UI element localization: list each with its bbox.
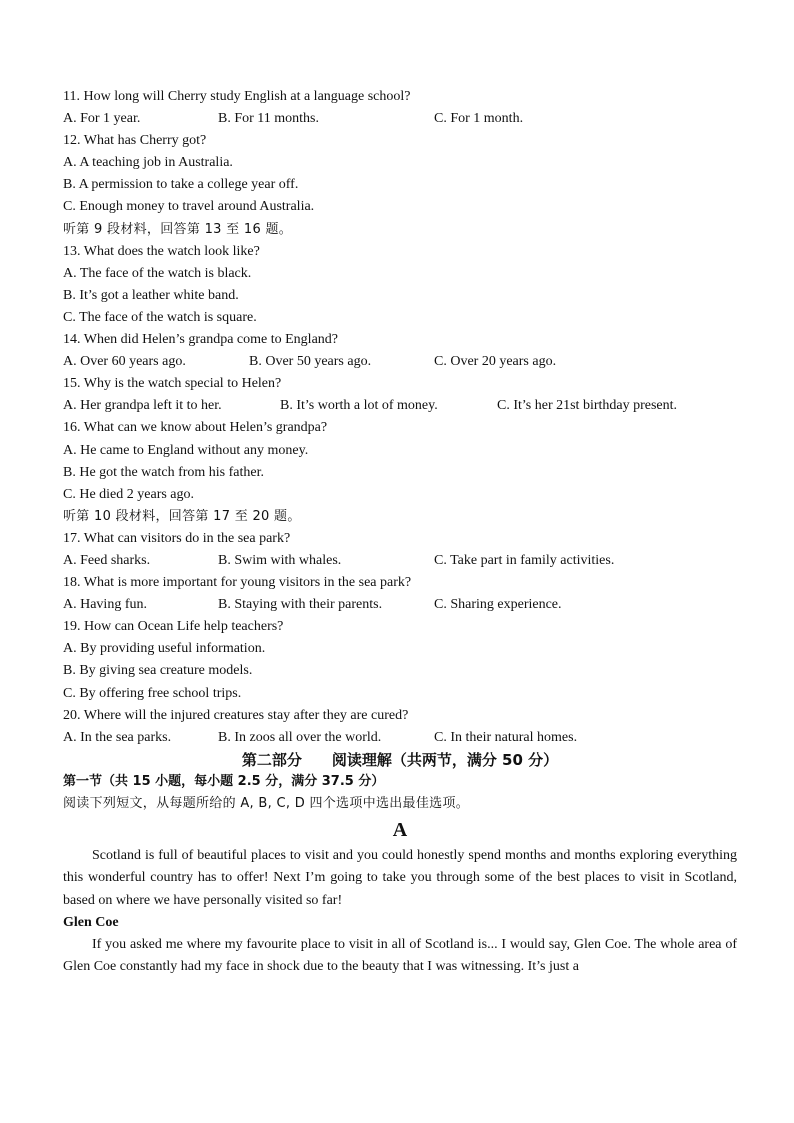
answer-option: A. A teaching job in Australia. (63, 155, 233, 171)
question-stem: 16. What can we know about Helen’s grandpa? (63, 420, 328, 436)
answer-option: A. Feed sharks. (63, 552, 151, 568)
exam-page (63, 86, 737, 979)
answer-option: C. It’s her 21st birthday present. (497, 398, 678, 414)
question-stem: 11. How long will Cherry study English at a language school? (63, 89, 411, 104)
section-instruction: 听第 9 段材料，回答第 13 至 16 题。 (63, 221, 293, 237)
listening-questions (63, 86, 737, 749)
answer-option: C. In their natural homes. (434, 729, 578, 745)
answer-options-row (63, 351, 737, 373)
answer-option: B. Staying with their parents. (218, 597, 383, 613)
answer-option: C. The face of the watch is square. (63, 309, 257, 325)
answer-option: B. In zoos all over the world. (218, 729, 382, 745)
answer-option: A. Her grandpa left it to her. (63, 398, 222, 414)
answer-option: C. He died 2 years ago. (63, 486, 195, 502)
answer-options-row (63, 395, 737, 417)
answer-option: B. Over 50 years ago. (249, 354, 372, 370)
reading-instruction: 阅读下列短文，从每题所给的 A, B, C, D 四个选项中选出最佳选项。 (63, 795, 470, 811)
answer-option: B. For 11 months. (218, 111, 319, 127)
answer-option: C. Sharing experience. (434, 597, 562, 613)
answer-option: C. For 1 month. (434, 111, 524, 127)
answer-option: C. Over 20 years ago. (434, 354, 557, 370)
question-stem: 20. Where will the injured creatures stay after they are cured? (63, 707, 409, 723)
part-two-title: 第二部分 阅读理解（共两节，满分 50 分） (241, 750, 559, 769)
answer-options-row (63, 594, 737, 616)
answer-options-row (63, 727, 737, 749)
answer-option: B. By giving sea creature models. (63, 663, 253, 679)
question-stem: 12. What has Cherry got? (63, 133, 207, 149)
section-one-title: 第一节（共 15 小题，每小题 2.5 分，满分 37.5 分） (63, 773, 385, 789)
passage-paragraph-2: If you asked me where my favourite place to visit in all of Scotland is... I would say, Glen Coe. The whole area of Glen Coe constantly had my face in shock due to the beauty that I was witnessing. It’s just a (63, 936, 737, 975)
answer-option: B. He got the watch from his father. (63, 464, 265, 480)
answer-option: C. By offering free school trips. (63, 685, 242, 701)
answer-option: A. Having fun. (63, 597, 147, 613)
answer-options-row (63, 108, 737, 130)
question-stem: 13. What does the watch look like? (63, 243, 260, 259)
answer-option: B. Swim with whales. (218, 552, 342, 568)
question-stem: 17. What can visitors do in the sea park? (63, 530, 291, 546)
passage-heading-glen-coe: Glen Coe (63, 914, 119, 930)
answer-options-row (63, 550, 737, 572)
question-stem: 15. Why is the watch special to Helen? (63, 376, 282, 392)
passage-paragraph-1: Scotland is full of beautiful places to visit and you could honestly spend months and months exploring everything this wonderful country has to offer! Next I’m going to take you through some of the best places to visit in Scotland, based on where we have personally visited so far! (63, 848, 737, 908)
answer-option: A. The face of the watch is black. (63, 265, 252, 281)
question-stem: 19. How can Ocean Life help teachers? (63, 619, 284, 635)
answer-option: A. He came to England without any money. (63, 442, 309, 458)
answer-option: A. By providing useful information. (63, 641, 266, 657)
section-instruction: 听第 10 段材料，回答第 17 至 20 题。 (63, 508, 301, 524)
answer-option: A. In the sea parks. (63, 729, 172, 745)
answer-option: C. Enough money to travel around Australia. (63, 199, 315, 215)
answer-option: C. Take part in family activities. (434, 552, 615, 568)
question-stem: 14. When did Helen’s grandpa come to England? (63, 332, 338, 348)
answer-option: A. Over 60 years ago. (63, 354, 186, 370)
answer-option: B. A permission to take a college year off. (63, 177, 299, 193)
answer-option: B. It’s worth a lot of money. (280, 398, 438, 414)
answer-option: A. For 1 year. (63, 111, 141, 127)
answer-option: B. It’s got a leather white band. (63, 287, 239, 303)
passage-letter: A (392, 819, 408, 841)
question-stem: 18. What is more important for young visitors in the sea park? (63, 575, 412, 591)
